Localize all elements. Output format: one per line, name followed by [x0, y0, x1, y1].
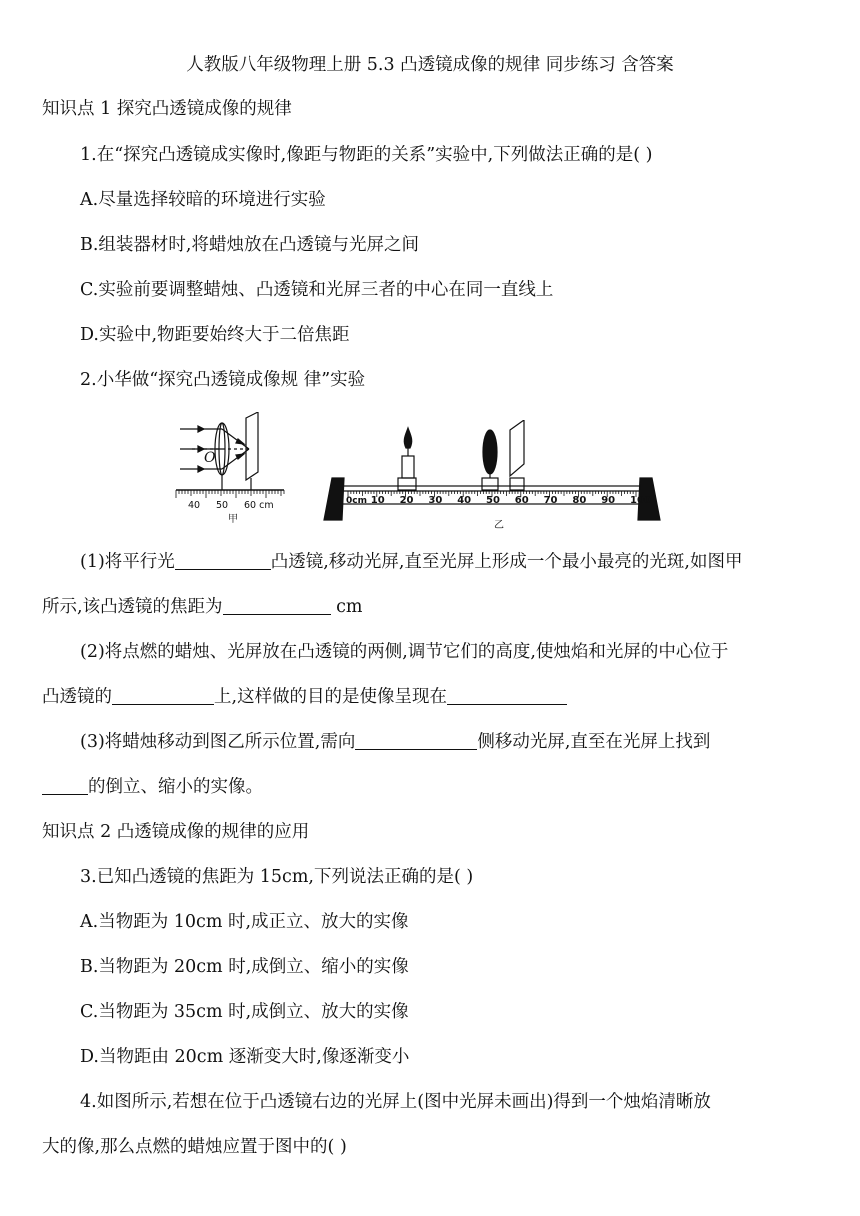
question-2-part-1-line-2: 所示,该凸透镜的焦距为 cm: [42, 597, 363, 617]
question-1-option-d: D.实验中,物距要始终大于二倍焦距: [80, 325, 350, 345]
blank-1[interactable]: [175, 551, 271, 570]
question-2-part-2-line-1: (2)将点燃的蜡烛、光屏放在凸透镜的两侧,调节它们的高度,使烛焰和光屏的中心位于: [80, 642, 729, 662]
section-heading-1: 知识点 1 探究凸透镜成像的规律: [42, 99, 292, 119]
question-3-option-c: C.当物距为 35cm 时,成倒立、放大的实像: [80, 1002, 409, 1022]
figure-yi: [318, 420, 663, 532]
question-2-part-3-line-1: (3)将蜡烛移动到图乙所示位置,需向 侧移动光屏,直至在光屏上找到: [80, 732, 711, 752]
question-2-part-1-line-1: (1)将平行光 凸透镜,移动光屏,直至光屏上形成一个最小最亮的光斑,如图甲: [80, 552, 743, 572]
question-4-stem-line-1: 4.如图所示,若想在位于凸透镜右边的光屏上(图中光屏未画出)得到一个烛焰清晰放: [80, 1092, 711, 1112]
blank-6[interactable]: [42, 776, 88, 795]
jia-tick-50: 50: [216, 500, 229, 511]
yi-tick-label: 0cm: [346, 496, 367, 506]
jia-label: 甲: [228, 514, 238, 525]
question-3-option-a: A.当物距为 10cm 时,成正立、放大的实像: [80, 912, 409, 932]
question-2-part-2-line-2: 凸透镜的 上,这样做的目的是使像呈现在: [42, 686, 567, 708]
yi-tick-label: 10: [370, 495, 385, 506]
question-3-stem: 3.已知凸透镜的焦距为 15cm,下列说法正确的是( ): [80, 867, 474, 887]
blank-5[interactable]: [355, 731, 477, 750]
blank-3[interactable]: [112, 686, 214, 705]
section-heading-2: 知识点 2 凸透镜成像的规律的应用: [42, 822, 310, 842]
jia-tick-40: 40: [188, 500, 201, 511]
question-2-part-3-line-2: 的倒立、缩小的实像。: [42, 776, 263, 798]
question-3-option-d: D.当物距由 20cm 逐渐变大时,像逐渐变小: [80, 1047, 410, 1067]
yi-tick-label: 60: [514, 495, 529, 506]
blank-4[interactable]: [447, 686, 567, 705]
yi-tick-label: 80: [572, 495, 587, 506]
question-1-option-c: C.实验前要调整蜡烛、凸透镜和光屏三者的中心在同一直线上: [80, 280, 554, 300]
question-1-option-b: B.组装器材时,将蜡烛放在凸透镜与光屏之间: [80, 235, 419, 255]
yi-tick-label: 100: [630, 495, 651, 506]
question-1-option-a: A.尽量选择较暗的环境进行实验: [80, 190, 326, 210]
question-2-stem: 2.小华做“探究凸透镜成像规 律”实验: [80, 370, 366, 390]
yi-label: 乙: [494, 520, 504, 531]
page-title: 人教版八年级物理上册 5.3 凸透镜成像的规律 同步练习 含答案: [186, 55, 674, 75]
yi-tick-label: 50: [486, 495, 500, 506]
yi-tick-label: 30: [428, 495, 443, 506]
blank-2[interactable]: [223, 596, 331, 615]
jia-o-label: O: [204, 450, 216, 466]
question-4-stem-line-2: 大的像,那么点燃的蜡烛应置于图中的( ): [42, 1137, 347, 1157]
question-3-option-b: B.当物距为 20cm 时,成倒立、缩小的实像: [80, 957, 409, 977]
yi-tick-label: 40: [457, 495, 472, 506]
yi-tick-label: 70: [543, 495, 558, 506]
yi-tick-label: 20: [399, 495, 414, 506]
question-1-stem: 1.在“探究凸透镜成实像时,像距与物距的关系”实验中,下列做法正确的是( ): [80, 145, 653, 165]
figure-jia: [172, 412, 287, 527]
yi-tick-label: 90: [601, 495, 616, 506]
jia-tick-60: 60 cm: [244, 500, 274, 511]
